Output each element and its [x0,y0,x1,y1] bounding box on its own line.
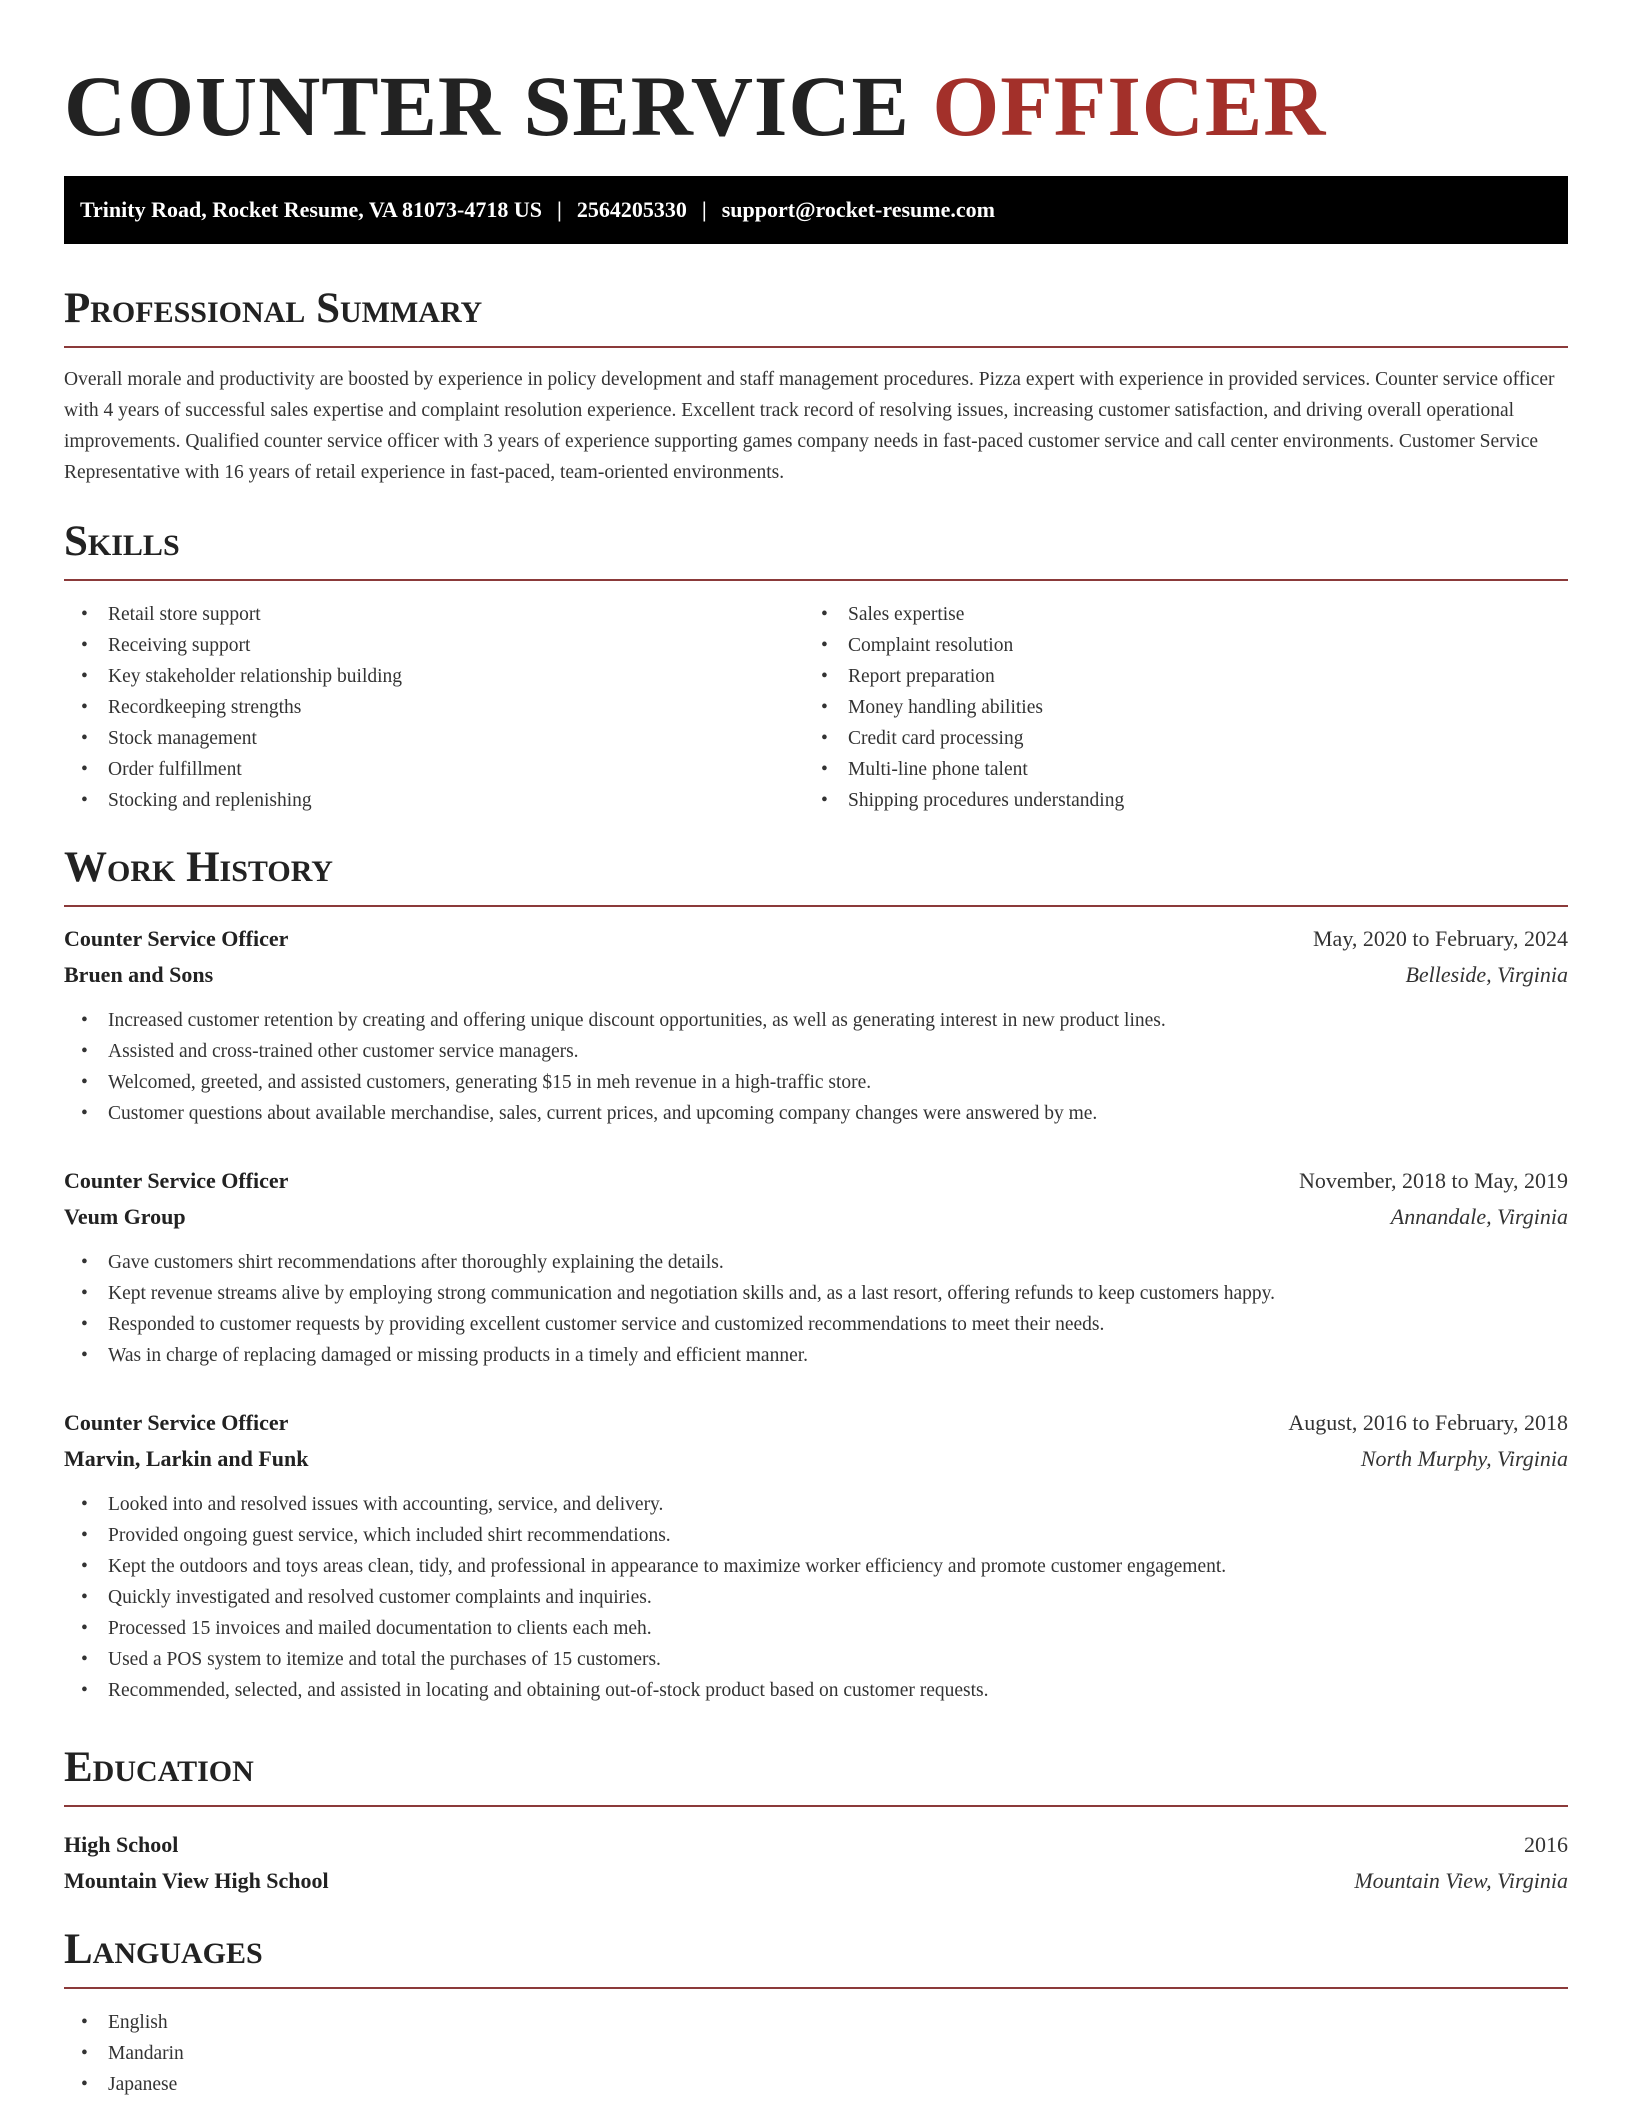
skills-columns [64,599,1568,816]
work-section [64,843,1568,907]
job-bullet: • Was in charge of replacing damaged or missing products in a timely and efficient manner. [64,1340,1568,1371]
education-location: Mountain View, Virginia [1354,1868,1568,1893]
summary-text: Overall morale and productivity are boosted by experience in policy development and staff management procedures. Pizza expert with experience in provided services. Counter service officer with 4 years of successful sales expertise and complaint resolution experience. Excellent track record of resolving issues, increasing customer satisfaction, and driving overall operational improvements. Qualified counter service officer with 3 years of experience supporting games company needs in fast-paced customer service and call center environments. Customer Service Representative with 16 years of retail experience in fast-paced, team-oriented environments. [64,369,1555,483]
language-item: • Japanese [64,2069,1568,2100]
job-dates: November, 2018 to May, 2019 [1299,1168,1568,1193]
contact-phone: 2564205330 [576,197,687,222]
language-item: • English [64,2007,1568,2038]
summary-section [64,284,1568,488]
job-title: Counter Service Officer [64,1410,289,1435]
job-bullets [64,1005,1568,1129]
skills-list-right [804,599,1544,816]
job-location: Annandale, Virginia [1390,1204,1568,1229]
job-title: Counter Service Officer [64,1168,289,1193]
job-bullet: • Gave customers shirt recommendations after thoroughly explaining the details. [64,1247,1568,1278]
job-bullet: • Processed 15 invoices and mailed documentation to clients each meh. [64,1613,1568,1644]
job-bullet: • Welcomed, greeted, and assisted customers, generating $15 in meh revenue in a high-traffic store. [64,1067,1568,1098]
job-location: North Murphy, Virginia [1360,1446,1568,1471]
skills-section [64,517,1568,816]
skill-item: • Sales expertise [804,599,1544,630]
languages-section [64,1925,1568,2100]
language-item: • Mandarin [64,2038,1568,2069]
job-dates: May, 2020 to February, 2024 [1313,926,1568,951]
contact-separator: | [701,197,707,222]
skill-item: • Retail store support [64,599,804,630]
job-bullet: • Customer questions about available merchandise, sales, current prices, and upcoming company changes were answered by me. [64,1098,1568,1129]
title-main: COUNTER SERVICE [64,58,933,154]
page-title [64,56,1568,156]
contact-email: support@rocket-resume.com [721,197,995,222]
job-title: Counter Service Officer [64,926,289,951]
skills-list-left [64,599,804,816]
job-dates: August, 2016 to February, 2018 [1288,1410,1568,1435]
skill-item: • Report preparation [804,661,1544,692]
job-bullet: • Recommended, selected, and assisted in locating and obtaining out-of-stock product based on customer requests. [64,1675,1568,1706]
skill-item: • Key stakeholder relationship building [64,661,804,692]
job-location: Belleside, Virginia [1405,962,1568,987]
job-bullet: • Provided ongoing guest service, which included shirt recommendations. [64,1520,1568,1551]
languages-heading: Languages [64,1925,1568,1989]
job-bullet: • Responded to customer requests by providing excellent customer service and customized recommendations to meet their needs. [64,1309,1568,1340]
skill-item: • Order fulfillment [64,754,804,785]
skill-item: • Multi-line phone talent [804,754,1544,785]
job-bullet: • Looked into and resolved issues with accounting, service, and delivery. [64,1489,1568,1520]
education-heading: Education [64,1743,1568,1807]
skills-heading: Skills [64,517,1568,581]
education-school: Mountain View High School [64,1868,329,1893]
job-bullet: • Kept the outdoors and toys areas clean, tidy, and professional in appearance to maximize worker efficiency and promote customer engagement. [64,1551,1568,1582]
job-bullet: • Increased customer retention by creating and offering unique discount opportunities, as well as generating interest in new product lines. [64,1005,1568,1036]
skill-item: • Recordkeeping strengths [64,692,804,723]
education-degree: High School [64,1832,179,1857]
job-bullet: • Quickly investigated and resolved customer complaints and inquiries. [64,1582,1568,1613]
job-bullets [64,1489,1568,1706]
job-bullet: • Kept revenue streams alive by employing strong communication and negotiation skills and, as a last resort, offering refunds to keep customers happy. [64,1278,1568,1309]
education-year: 2016 [1524,1832,1568,1857]
job-bullet: • Assisted and cross-trained other customer service managers. [64,1036,1568,1067]
skill-item: • Shipping procedures understanding [804,785,1544,816]
skill-item: • Receiving support [64,630,804,661]
skill-item: • Stocking and replenishing [64,785,804,816]
job-entry [64,921,1568,1129]
job-company: Marvin, Larkin and Funk [64,1446,309,1471]
contact-separator: | [557,197,562,222]
skill-item: • Stock management [64,723,804,754]
job-entry [64,1405,1568,1706]
summary-heading: Professional Summary [64,284,1568,348]
contact-bar [64,176,1568,244]
job-entry [64,1163,1568,1371]
skill-item: • Credit card processing [804,723,1544,754]
job-bullet: • Used a POS system to itemize and total the purchases of 15 customers. [64,1644,1568,1675]
work-heading: Work History [64,843,1568,907]
languages-list [64,2007,1568,2100]
contact-address: Trinity Road, Rocket Resume, VA 81073-4718 US [80,197,543,222]
job-company: Veum Group [64,1204,186,1229]
education-section [64,1743,1568,1899]
skill-item: • Money handling abilities [804,692,1544,723]
job-company: Bruen and Sons [64,962,214,987]
title-accent: OFFICER [932,58,1327,154]
skill-item: • Complaint resolution [804,630,1544,661]
job-bullets [64,1247,1568,1371]
